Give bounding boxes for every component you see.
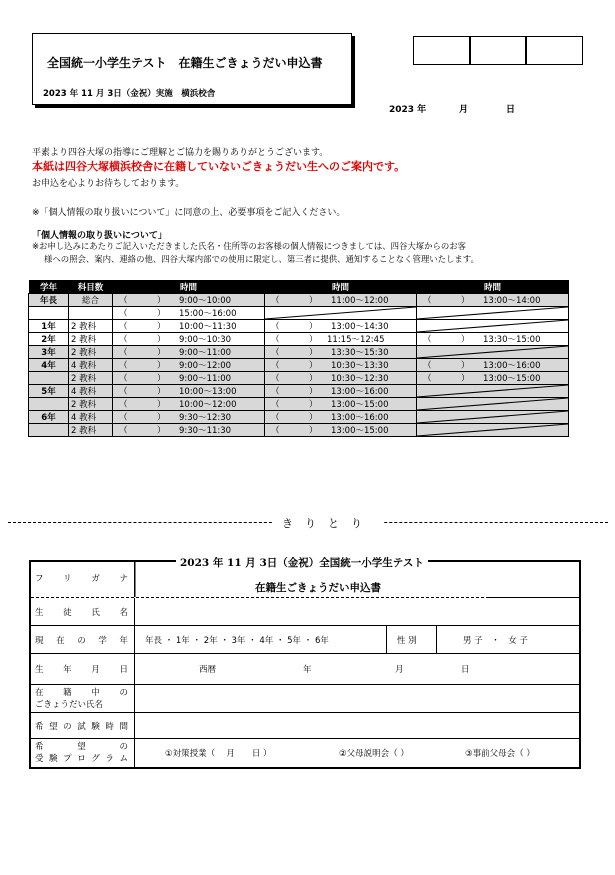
birth-month[interactable]: 月 bbox=[395, 665, 404, 675]
grade-cell bbox=[29, 398, 69, 411]
date-year: 2023 年 bbox=[389, 105, 427, 115]
check-paren-open: （ bbox=[423, 296, 432, 306]
check-paren-open: （ bbox=[271, 296, 280, 306]
subject-count-cell: 2 教科 bbox=[69, 424, 113, 437]
time-slot-cell[interactable] bbox=[113, 411, 265, 424]
grade-label-char: 学 bbox=[98, 636, 107, 646]
subject-count-cell: 2 教科 bbox=[69, 346, 113, 359]
strike-line bbox=[417, 424, 568, 436]
schedule-row bbox=[29, 346, 569, 359]
check-paren-open: （ bbox=[119, 322, 128, 332]
time-slot-label: 9:00～10:00 bbox=[179, 296, 232, 306]
furigana-label-char: ガ bbox=[91, 574, 100, 584]
exam-time-label-char: の bbox=[63, 722, 72, 732]
time-slot-label: 13:30～15:00 bbox=[483, 335, 541, 345]
check-paren-close: ） bbox=[157, 361, 166, 371]
check-paren-close: ） bbox=[309, 296, 318, 306]
check-paren-close: ） bbox=[157, 400, 166, 410]
check-paren-open: （ bbox=[271, 400, 280, 410]
time-slot-cell[interactable] bbox=[265, 411, 417, 424]
exam-time-label-char: 時 bbox=[105, 722, 114, 732]
birth-era: 西暦 bbox=[199, 665, 217, 675]
privacy-line1: ※お申し込みにあたりご記入いただきました氏名・住所等のお客様の個人情報につきましては、四谷大塚からのお客 bbox=[32, 241, 466, 251]
birth-day[interactable]: 日 bbox=[461, 665, 470, 675]
check-paren-close: ） bbox=[157, 322, 166, 332]
time-slot-label: 11:15～12:45 bbox=[327, 335, 385, 345]
check-paren-close: ） bbox=[309, 348, 318, 358]
subject-count-cell: 2 教科 bbox=[69, 320, 113, 333]
birthdate-label-char: 生 bbox=[35, 665, 44, 675]
program-label-char: 受 bbox=[35, 754, 44, 764]
furigana-label-char: リ bbox=[63, 574, 72, 584]
strike-line bbox=[417, 398, 568, 410]
program-label-char: の bbox=[119, 742, 128, 752]
grade-cell: 年長 bbox=[29, 294, 69, 307]
time-slot-cell bbox=[417, 398, 569, 411]
check-paren-close: ） bbox=[461, 374, 470, 384]
check-paren-close: ） bbox=[157, 348, 166, 358]
check-paren-close: ） bbox=[309, 400, 318, 410]
furigana-label-char: ナ bbox=[119, 574, 128, 584]
sibling-label: 在 籍 中 の ごきょうだい氏名 bbox=[31, 685, 135, 713]
time-slot-cell bbox=[265, 307, 417, 320]
grade-cell bbox=[29, 424, 69, 437]
birthdate-label bbox=[31, 654, 135, 685]
check-paren-close: ） bbox=[157, 374, 166, 384]
sibling-name-field[interactable] bbox=[136, 685, 579, 712]
strike-line bbox=[417, 385, 568, 397]
subject-count-cell: 4 教科 bbox=[69, 359, 113, 372]
time-slot-cell[interactable] bbox=[113, 307, 265, 320]
time-slot-cell[interactable] bbox=[113, 385, 265, 398]
program-label-char: 験 bbox=[49, 754, 58, 764]
title-box bbox=[32, 33, 352, 105]
check-paren-close: ） bbox=[309, 374, 318, 384]
header-grade: 学年 bbox=[29, 280, 69, 294]
schedule-header-row bbox=[29, 280, 569, 294]
time-slot-cell[interactable] bbox=[265, 424, 417, 437]
subject-count-cell: 2 教科 bbox=[69, 372, 113, 385]
time-slot-label: 13:30～15:30 bbox=[331, 348, 389, 358]
time-slot-label: 13:00～15:00 bbox=[331, 426, 389, 436]
time-slot-cell[interactable] bbox=[113, 333, 265, 346]
time-slot-label: 10:30～13:30 bbox=[331, 361, 389, 371]
time-slot-cell bbox=[417, 424, 569, 437]
cut-text: きりとり bbox=[272, 515, 384, 531]
strike-line bbox=[417, 346, 568, 358]
intro-notice: 本紙は四谷大塚横浜校舎に在籍していないごきょうだい生へのご案内です。 bbox=[32, 160, 406, 173]
time-slot-label: 13:00～14:30 bbox=[331, 322, 389, 332]
check-paren-open: （ bbox=[271, 413, 280, 423]
student-name-label-char: 徒 bbox=[63, 608, 72, 618]
time-slot-cell[interactable] bbox=[417, 359, 569, 372]
program-option-1[interactable]: ①対策授業（ 月 日 ） bbox=[165, 749, 272, 759]
time-slot-label: 13:00～16:00 bbox=[331, 387, 389, 397]
schedule-row bbox=[29, 359, 569, 372]
check-paren-close: ） bbox=[309, 426, 318, 436]
page-title: 全国統一小学生テスト 在籍生ごきょうだい申込書 bbox=[47, 56, 323, 70]
form-heading: 2023 年 11 月 3日（金祝）全国統一小学生テスト bbox=[176, 555, 428, 570]
heading-decor bbox=[135, 562, 579, 597]
grade-cell: 3年 bbox=[29, 346, 69, 359]
check-paren-close: ） bbox=[309, 322, 318, 332]
time-slot-cell[interactable] bbox=[113, 424, 265, 437]
student-name-label-char: 生 bbox=[35, 608, 44, 618]
date-month: 月 bbox=[459, 105, 469, 115]
grade-label bbox=[31, 626, 135, 654]
schedule-row bbox=[29, 320, 569, 333]
strike-line bbox=[417, 411, 568, 423]
program-label bbox=[31, 739, 135, 768]
subject-count-cell: 総合 bbox=[69, 294, 113, 307]
grade-cell: 5年 bbox=[29, 385, 69, 398]
check-paren-open: （ bbox=[423, 374, 432, 384]
grade-cell: 2年 bbox=[29, 333, 69, 346]
grade-label-char: の bbox=[77, 636, 86, 646]
schedule-row bbox=[29, 398, 569, 411]
intro-line4: ※「個人情報の取り扱いについて」に同意の上、必要事項をご記入ください。 bbox=[32, 208, 346, 218]
intro-line1: 平素より四谷大塚の指導にご理解とご協力を賜りありがとうございます。 bbox=[32, 148, 329, 158]
check-paren-open: （ bbox=[119, 413, 128, 423]
header-time-2: 時間 bbox=[265, 280, 417, 294]
schedule-row bbox=[29, 372, 569, 385]
subject-count-cell bbox=[69, 307, 113, 320]
check-paren-close: ） bbox=[461, 296, 470, 306]
check-paren-open: （ bbox=[271, 322, 280, 332]
birthdate-label-char: 月 bbox=[91, 665, 100, 675]
time-slot-cell[interactable] bbox=[265, 398, 417, 411]
grade-cell: 6年 bbox=[29, 411, 69, 424]
row-birthdate bbox=[31, 653, 579, 685]
time-slot-cell[interactable] bbox=[113, 372, 265, 385]
grade-cell bbox=[29, 372, 69, 385]
time-slot-cell[interactable] bbox=[265, 333, 417, 346]
row-grade bbox=[31, 625, 579, 654]
check-paren-open: （ bbox=[119, 387, 128, 397]
time-slot-label: 13:00～14:00 bbox=[483, 296, 541, 306]
time-slot-cell[interactable] bbox=[113, 359, 265, 372]
time-slot-cell[interactable] bbox=[265, 346, 417, 359]
check-paren-close: ） bbox=[309, 361, 318, 371]
time-slot-label: 13:00～15:00 bbox=[331, 400, 389, 410]
schedule-row bbox=[29, 411, 569, 424]
program-label-char: ロ bbox=[77, 754, 86, 764]
schedule-table bbox=[28, 280, 569, 437]
time-slot-label: 9:00～12:00 bbox=[179, 361, 232, 371]
time-slot-label: 13:00～16:00 bbox=[483, 361, 541, 371]
gender-options[interactable]: 男 子 ・ 女 子 bbox=[463, 636, 528, 646]
check-paren-open: （ bbox=[271, 335, 280, 345]
grade-cell bbox=[29, 307, 69, 320]
check-paren-open: （ bbox=[271, 374, 280, 384]
sibling-label-char: の bbox=[119, 688, 128, 698]
exam-time-field[interactable] bbox=[136, 713, 579, 738]
strike-line bbox=[265, 307, 416, 319]
privacy-heading: 「個人情報の取り扱いについて」 bbox=[32, 231, 167, 241]
row-program bbox=[31, 738, 579, 768]
time-slot-cell bbox=[417, 307, 569, 320]
time-slot-label: 9:30～11:30 bbox=[179, 426, 232, 436]
student-name-label bbox=[31, 598, 135, 626]
check-paren-open: （ bbox=[423, 361, 432, 371]
check-paren-close: ） bbox=[309, 387, 318, 397]
schedule-row bbox=[29, 333, 569, 346]
time-slot-cell[interactable] bbox=[265, 294, 417, 307]
check-paren-open: （ bbox=[119, 400, 128, 410]
page-subtitle: 2023 年 11 月 3日（金祝）実施 横浜校舎 bbox=[43, 89, 216, 99]
furigana-label-char: フ bbox=[35, 574, 44, 584]
grade-label-char: 在 bbox=[56, 636, 65, 646]
form-subheading: 在籍生ごきょうだい申込書 bbox=[255, 582, 381, 594]
header-subjects: 科目数 bbox=[69, 280, 113, 294]
sibling-label-char: 籍 bbox=[63, 688, 72, 698]
birthdate-label-char: 日 bbox=[119, 665, 128, 675]
check-paren-open: （ bbox=[271, 348, 280, 358]
grade-options[interactable]: 年長 ・ 1年 ・ 2年 ・ 3年 ・ 4年 ・ 5年 ・ 6年 bbox=[145, 636, 329, 646]
check-paren-close: ） bbox=[157, 309, 166, 319]
check-paren-close: ） bbox=[157, 296, 166, 306]
time-slot-cell[interactable] bbox=[417, 294, 569, 307]
grade-cell: 4年 bbox=[29, 359, 69, 372]
check-paren-open: （ bbox=[119, 361, 128, 371]
check-paren-open: （ bbox=[271, 361, 280, 371]
time-slot-cell[interactable] bbox=[265, 385, 417, 398]
schedule-row bbox=[29, 424, 569, 437]
time-slot-label: 9:00～11:00 bbox=[179, 348, 232, 358]
time-slot-cell[interactable] bbox=[417, 372, 569, 385]
grade-label-char: 年 bbox=[119, 636, 128, 646]
exam-time-label bbox=[31, 713, 135, 739]
program-label-char: グ bbox=[91, 754, 100, 764]
time-slot-cell[interactable] bbox=[113, 398, 265, 411]
furigana-label bbox=[31, 562, 135, 597]
subject-count-cell: 4 教科 bbox=[69, 411, 113, 424]
check-paren-close: ） bbox=[461, 335, 470, 345]
program-label-char: プ bbox=[63, 754, 72, 764]
strike-line bbox=[417, 307, 568, 319]
check-paren-close: ） bbox=[157, 413, 166, 423]
exam-time-label-char: 希 bbox=[35, 722, 44, 732]
subject-count-cell: 2 教科 bbox=[69, 333, 113, 346]
stamp-box-3 bbox=[525, 36, 583, 65]
gender-label: 性 別 bbox=[397, 636, 417, 646]
check-paren-open: （ bbox=[119, 335, 128, 345]
time-slot-label: 10:00～13:00 bbox=[179, 387, 237, 397]
schedule-row bbox=[29, 385, 569, 398]
time-slot-label: 13:00～16:00 bbox=[331, 413, 389, 423]
row-sibling bbox=[31, 684, 579, 713]
grade-cell: 1年 bbox=[29, 320, 69, 333]
program-label-char: 希 bbox=[35, 742, 44, 752]
time-slot-label: 10:00～11:30 bbox=[179, 322, 237, 332]
row-exam-time bbox=[31, 712, 579, 739]
row-student-name bbox=[31, 597, 579, 626]
time-slot-cell[interactable] bbox=[417, 333, 569, 346]
check-paren-close: ） bbox=[309, 413, 318, 423]
time-slot-label: 9:30～12:30 bbox=[179, 413, 232, 423]
time-slot-cell bbox=[417, 385, 569, 398]
check-paren-close: ） bbox=[157, 387, 166, 397]
exam-time-label-char: 望 bbox=[49, 722, 58, 732]
header-time-3: 時間 bbox=[417, 280, 569, 294]
check-paren-open: （ bbox=[119, 348, 128, 358]
check-paren-open: （ bbox=[271, 426, 280, 436]
stamp-box-1 bbox=[413, 36, 471, 65]
time-slot-label: 11:00～12:00 bbox=[331, 296, 389, 306]
time-slot-cell bbox=[417, 320, 569, 333]
privacy-line2: 様への照会、案内、連絡の他、四谷大塚内部での使用に限定し、第三者に提供、通知することなく管理いたします。 bbox=[44, 254, 479, 264]
program-option-3[interactable]: ③事前父母会（ ） bbox=[465, 749, 535, 759]
schedule-row bbox=[29, 294, 569, 307]
application-form bbox=[29, 557, 581, 769]
check-paren-close: ） bbox=[157, 335, 166, 345]
check-paren-close: ） bbox=[309, 335, 318, 345]
sibling-label-char: 在 bbox=[35, 688, 44, 698]
intro-line3: お申込を心よりお待ちしております。 bbox=[32, 179, 185, 189]
stamp-box-2 bbox=[469, 36, 527, 65]
check-paren-open: （ bbox=[119, 309, 128, 319]
birthdate-label-char: 年 bbox=[63, 665, 72, 675]
check-paren-open: （ bbox=[423, 335, 432, 345]
time-slot-cell[interactable] bbox=[113, 294, 265, 307]
check-paren-open: （ bbox=[119, 374, 128, 384]
exam-time-label-char: 験 bbox=[91, 722, 100, 732]
schedule-row bbox=[29, 307, 569, 320]
time-slot-label: 9:00～11:00 bbox=[179, 374, 232, 384]
header-time-1: 時間 bbox=[113, 280, 265, 294]
check-paren-close: ） bbox=[461, 361, 470, 371]
time-slot-cell[interactable] bbox=[265, 372, 417, 385]
time-slot-label: 10:30～12:30 bbox=[331, 374, 389, 384]
student-name-label-char: 氏 bbox=[91, 608, 100, 618]
time-slot-label: 15:00～16:00 bbox=[179, 309, 237, 319]
sibling-label-char: 中 bbox=[91, 688, 100, 698]
time-slot-cell[interactable] bbox=[113, 346, 265, 359]
time-slot-cell[interactable] bbox=[113, 320, 265, 333]
time-slot-cell[interactable] bbox=[265, 359, 417, 372]
check-paren-open: （ bbox=[271, 387, 280, 397]
subject-count-cell: 2 教科 bbox=[69, 398, 113, 411]
time-slot-cell bbox=[417, 411, 569, 424]
check-paren-open: （ bbox=[119, 296, 128, 306]
exam-time-label-char: 試 bbox=[77, 722, 86, 732]
time-slot-label: 9:00～10:30 bbox=[179, 335, 232, 345]
subject-count-cell: 4 教科 bbox=[69, 385, 113, 398]
student-name-label-char: 名 bbox=[119, 608, 128, 618]
birth-year[interactable]: 年 bbox=[303, 665, 312, 675]
time-slot-label: 13:00～15:00 bbox=[483, 374, 541, 384]
program-label-char: ム bbox=[119, 754, 128, 764]
date-day: 日 bbox=[506, 105, 516, 115]
student-name-field[interactable] bbox=[136, 598, 579, 625]
exam-time-label-char: 間 bbox=[119, 722, 128, 732]
check-paren-close: ） bbox=[157, 426, 166, 436]
time-slot-cell bbox=[417, 346, 569, 359]
program-option-2[interactable]: ②父母説明会（ ） bbox=[339, 749, 409, 759]
time-slot-label: 10:00～12:00 bbox=[179, 400, 237, 410]
check-paren-open: （ bbox=[119, 426, 128, 436]
program-label-char: ラ bbox=[105, 754, 114, 764]
strike-line bbox=[417, 320, 568, 332]
grade-label-char: 現 bbox=[35, 636, 44, 646]
program-label-char: 望 bbox=[77, 742, 86, 752]
time-slot-cell[interactable] bbox=[265, 320, 417, 333]
